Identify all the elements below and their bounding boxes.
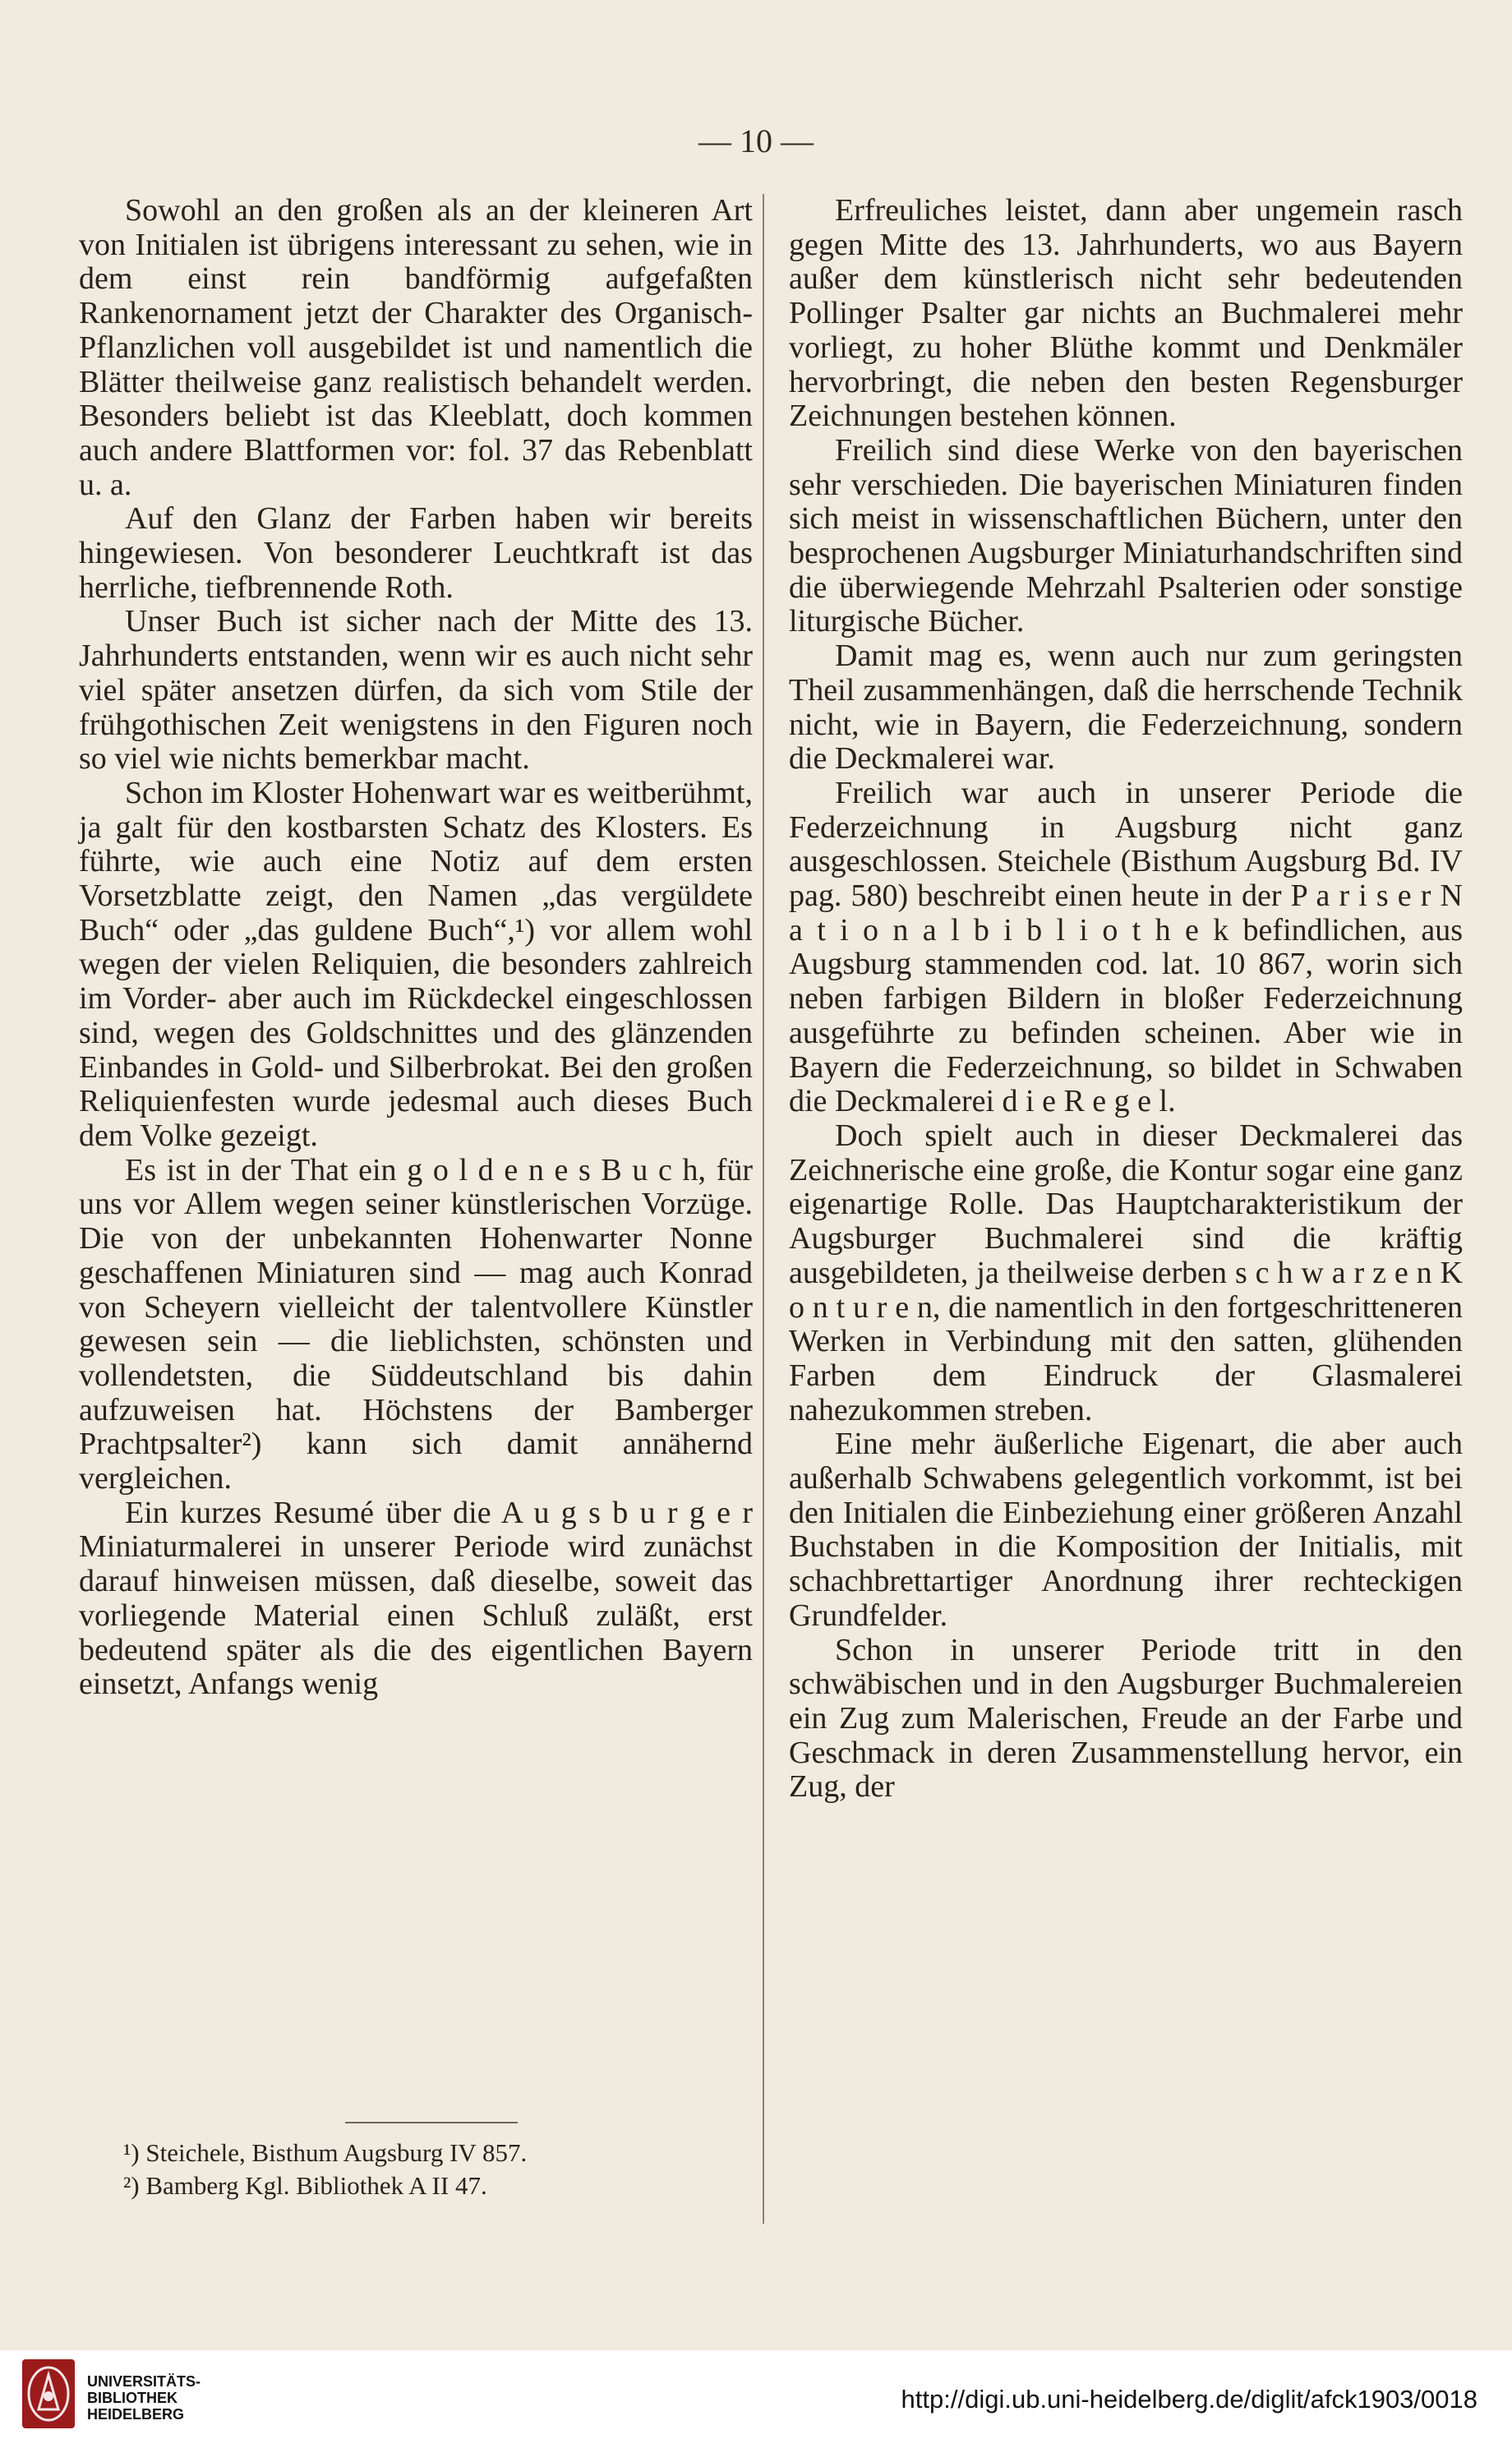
left-paragraph-1: Sowohl an den großen als an der kleineren Art von Initialen ist übrigens interessant zu sehen, wie in dem einst rein bandförmig aufgefaßten Rankenornament jetzt der Charakter des Organisch-Pflanzlichen voll ausgebildet ist und namentlich die Blätter theilweise ganz realistisch behandelt werden. Besonders beliebt ist das Kleeblatt, doch kommen auch andere Blattformen vor: fol. 37 das Rebenblatt u. a. [79,193,753,502]
left-paragraph-6: Ein kurzes Resumé über die A u g s b u r g e r Miniaturmalerei in unserer Periode wird zunächst darauf hinweisen müssen, daß dieselbe, soweit das vorliegende Material einen Schluß zuläßt, erst bedeutend später als die des eigentlichen Bayern einsetzt, Anfangs wenig [79,1495,753,1702]
right-column [789,194,1463,1805]
right-paragraph-1: Erfreuliches leistet, dann aber ungemein rasch gegen Mitte des 13. Jahrhunderts, wo aus Bayern außer dem künstlerisch nicht sehr bedeutenden Pollinger Psalter gar nichts an Buchmalerei mehr vorliegt, zu hoher Blüthe kommt und Denkmäler hervorbringt, die neben den besten Regensburger Zeichnungen bestehen können. [789,193,1463,434]
library-footer [0,2350,1512,2439]
right-paragraph-2: Freilich sind diese Werke von den bayerischen sehr verschieden. Die bayerischen Miniaturen finden sich meist in wissenschaftlichen Büchern, unter den besprochenen Augsburger Miniaturhandschriften sind die überwiegende Mehrzahl Psalterien oder sonstige liturgische Bücher. [789,432,1463,639]
left-paragraph-5: Es ist in der That ein g o l d e n e s B u c h, für uns vor Allem wegen seiner künstlerischen Vorzüge. Die von der unbekannten Hohenwarter Nonne geschaffenen Miniaturen sind — mag auch Konrad von Scheyern vielleicht der talentvollere Künstler gewesen sein — die lieblichsten, schönsten und vollendetsten, die Süddeutschland bis dahin aufzuweisen hat. Höchstens der Bamberger Prachtpsalter²) kann sich damit annähernd vergleichen. [79,1152,753,1496]
footnote-rule [345,2122,518,2123]
right-paragraph-6: Eine mehr äußerliche Eigenart, die aber auch außerhalb Schwabens gelegentlich vorkommt, ist bei den Initialen die Einbeziehung einer größeren Anzahl Buchstaben in die Komposition der Initialis, mit schachbrettartiger Anordnung ihrer rechteckigen Grundfelder. [789,1427,1463,1633]
page-number: — 10 — [698,122,814,159]
left-column [79,194,753,1702]
left-paragraph-4: Schon im Kloster Hohenwart war es weitberühmt, ja galt für den kostbarsten Schatz des Klosters. Es führte, wie auch eine Notiz auf dem ersten Vorsetzblatte zeigt, den Namen „das vergüldete Buch“ oder „das guldene Buch“,¹) vor allem wohl wegen der vielen Reliquien, die besonders zahlreich im Vorder- aber auch im Rückdeckel eingeschlossen sind, wegen des Goldschnittes und des glänzenden Einbandes in Gold- und Silberbrokat. Bei den großen Reliquienfesten wurde jedesmal auch dieses Buch dem Volke gezeigt. [79,775,753,1153]
library-name-line-3: HEIDELBERG [87,2406,185,2423]
library-name-line-1: UNIVERSITÄTS- [87,2373,201,2390]
footnotes [123,2137,748,2202]
university-seal-icon [21,2358,76,2429]
left-paragraph-3: Unser Buch ist sicher nach der Mitte des 13. Jahrhunderts entstanden, wenn wir es auch nicht sehr viel später ansetzen dürfen, da sich vom Stile der frühgothischen Zeit wenigstens in den Figuren noch so viel wie nichts bemerkbar macht. [79,604,753,777]
right-paragraph-3: Damit mag es, wenn auch nur zum geringsten Theil zusammenhängen, daß die herrschende Technik nicht, wie in Bayern, die Federzeichnung, sondern die Deckmalerei war. [789,639,1463,777]
right-paragraph-7: Schon in unserer Periode tritt in den schwäbischen und in den Augsburger Buchmalereien ein Zug zum Malerischen, Freude an der Farbe und Geschmack in deren Zusammenstellung hervor, ein Zug, der [789,1632,1463,1805]
footnote-1: ¹) Steichele, Bisthum Augsburg IV 857. [123,2138,528,2167]
permalink[interactable]: http://digi.ub.uni-heidelberg.de/diglit/afck1903/0018 [901,2385,1477,2414]
right-paragraph-5: Doch spielt auch in dieser Deckmalerei das Zeichnerische eine große, die Kontur sogar eine ganz eigenartige Rolle. Das Hauptcharakteristikum der Augsburger Buchmalerei sind die kräftig ausgebildeten, ja theilweise derben s c h w a r z e n K o n t u r e n, die namentlich in den fortgeschritteneren Werken in Verbindung mit den satten, glühenden Farben dem Eindruck der Glasmalerei nahezukommen streben. [789,1118,1463,1427]
right-paragraph-4: Freilich war auch in unserer Periode die Federzeichnung in Augsburg nicht ganz ausgeschlossen. Steichele (Bisthum Augsburg Bd. IV pag. 580) beschreibt einen heute in der P a r i s e r N a t i o n a l b i b l i o t h e k befindlichen, aus Augsburg stammenden cod. lat. 10 867, worin sich neben farbigen Bildern in bloßer Federzeichnung ausgeführte zu befinden scheinen. Aber wie in Bayern die Federzeichnung, so bildet in Schwaben die Deckmalerei d i e R e g e l. [789,775,1463,1119]
library-name [87,2373,201,2423]
footnote-2: ²) Bamberg Kgl. Bibliothek A II 47. [123,2171,487,2200]
column-divider [763,194,764,2224]
library-name-line-2: BIBLIOTHEK [87,2390,177,2406]
left-paragraph-2: Auf den Glanz der Farben haben wir bereits hingewiesen. Von besonderer Leuchtkraft ist das herrliche, tiefbrennende Roth. [79,501,753,605]
